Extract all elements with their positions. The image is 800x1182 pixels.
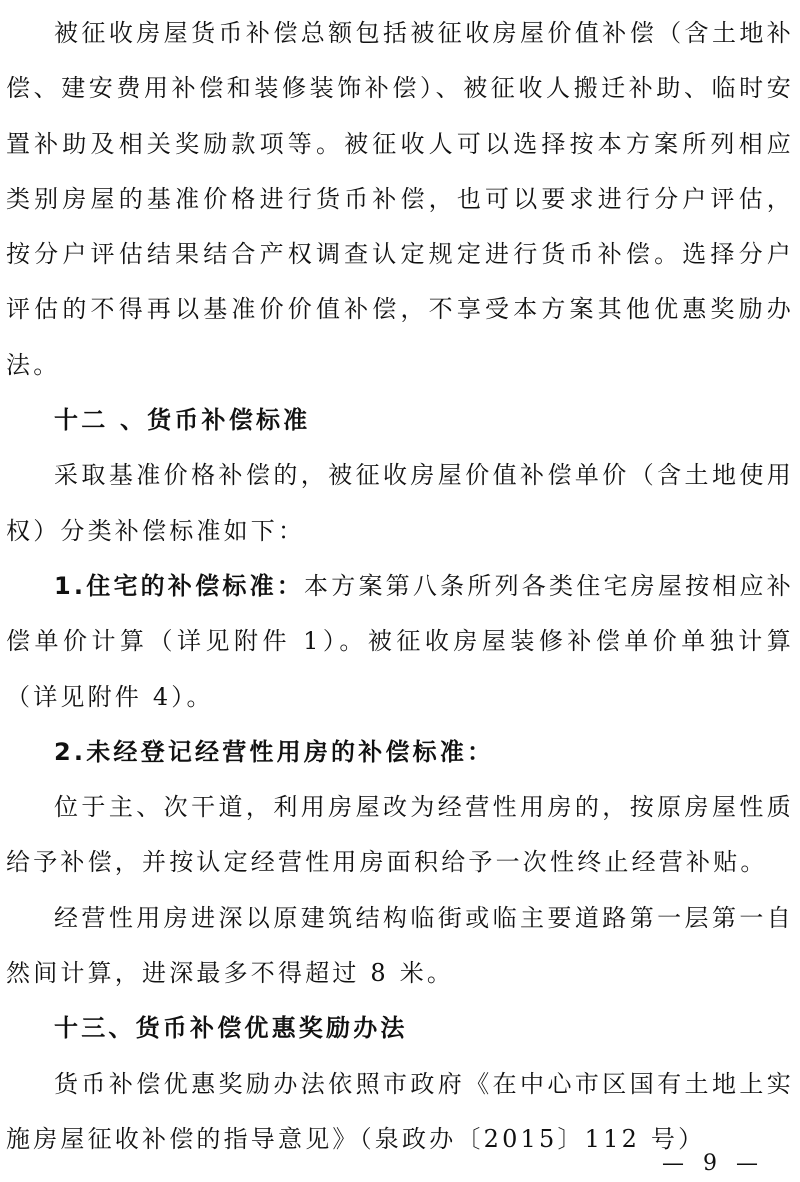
section-heading-12: 十二 、货币补偿标准 <box>54 406 311 435</box>
subheading-unregistered-business: 2.未经登记经营性用房的补偿标准： <box>54 737 495 766</box>
section-heading-13: 十三、货币补偿优惠奖励办法 <box>54 1014 408 1043</box>
paragraph-incentive-reference: 货币补偿优惠奖励办法依照市政府《在中心市区国有土地上实施房屋征收补偿的指导意见》（泉政办〔2015〕112 号） <box>6 1069 794 1153</box>
paragraph-business-subsidy: 位于主、次干道，利用房屋改为经营性用房的，按原房屋性质给予补偿，并按认定经营性用房面积给予一次性终止经营补贴。 <box>6 793 794 877</box>
page-number: — 9 — <box>662 1151 764 1176</box>
residential-standard-lead: 1.住宅的补偿标准： <box>54 571 305 600</box>
paragraph-business-depth: 经营性用房进深以原建筑结构临街或临主要道路第一层第一自然间计算，进深最多不得超过 8 米。 <box>6 903 794 988</box>
residential-standard-body: 本方案第八条所列各类住宅房屋按相应补偿单价计算（详见附件 1）。被征收房屋装修补偿单价单独计算（详见附件 4）。 <box>6 571 794 711</box>
paragraph-base-price: 采取基准价格补偿的，被征收房屋价值补偿单价（含土地使用权）分类补偿标准如下： <box>6 461 794 545</box>
paragraph-compensation-total: 被征收房屋货币补偿总额包括被征收房屋价值补偿（含土地补偿、建安费用补偿和装修装饰补偿）、被征收人搬迁补助、临时安置补助及相关奖励款项等。被征收人可以选择按本方案所列相应类别房屋的基准价格进行货币补偿，也可以要求进行分户评估，按分户评估结果结合产权调查认定规定进行货币补偿。选择分户评估的不得再以基准价价值补偿，不享受本方案其他优惠奖励办法。 <box>6 19 794 379</box>
paragraph-residential-standard <box>6 559 794 725</box>
